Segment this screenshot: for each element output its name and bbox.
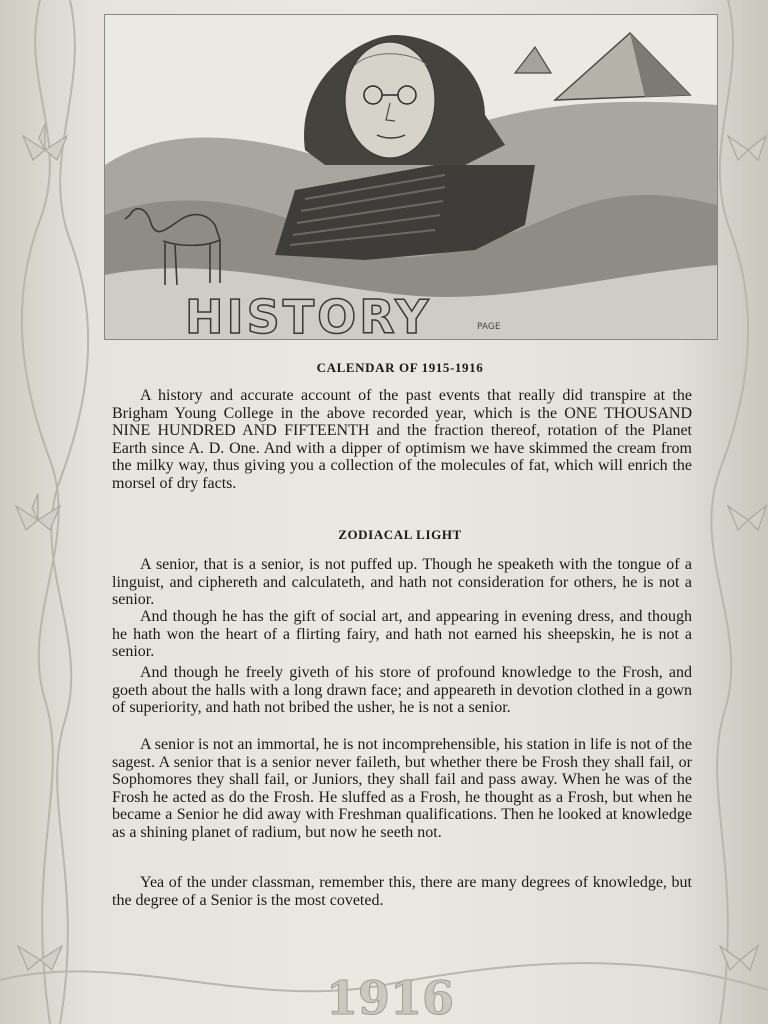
artist-signature: PAGE bbox=[477, 322, 501, 332]
zodiacal-heading: ZODIACAL LIGHT bbox=[338, 527, 462, 542]
history-illustration bbox=[104, 14, 718, 340]
portrait-face bbox=[345, 42, 435, 158]
zodiacal-paragraph: A senior is not an immortal, he is not incomprehensible, his station in life is not of the sagest. A senior that is a senior never faileth, but whether there be Frosh they shall fail, or Sophomores they shall fail, or Juniors, they shall fail and pass away. When he was of the Frosh he acted as do the Frosh. He sluffed as a Frosh, he thought as a Frosh, but when he became a Senior he did away with Freshman qualifications. Then he looked at knowledge as a shining planet of radium, but now he seeth not. bbox=[112, 736, 692, 841]
zodiacal-paragraph: A senior, that is a senior, is not puffed up. Though he speaketh with the tongue of a linguist, and ciphereth and calculateth, and hath not consideration for others, he is not a senior. bbox=[112, 556, 692, 608]
svg-text:1916: 1916 bbox=[325, 971, 455, 1022]
zodiacal-paragraph: Yea of the under classman, remember this, there are many degrees of knowledge, but the degree of a Senior is the most coveted. bbox=[112, 874, 692, 909]
zodiacal-paragraph: And though he has the gift of social art, and appearing in evening dress, and though he hath won the heart of a flirting fairy, and hath not earned his sheepskin, he is not a senior. bbox=[112, 608, 692, 660]
svg-text:HISTORY: HISTORY bbox=[185, 290, 432, 339]
calendar-heading: CALENDAR OF 1915-1916 bbox=[316, 360, 484, 375]
zodiacal-paragraph: And though he freely giveth of his store of profound knowledge to the Frosh, and goeth about the halls with a long drawn face; and appeareth in devotion clothed in a gown of superiority, and hath not bribed the usher, he is not a senior. bbox=[112, 664, 692, 716]
history-title-art bbox=[185, 290, 431, 339]
year-mark bbox=[290, 966, 490, 1022]
calendar-paragraph: A history and accurate account of the past events that really did transpire at the Brigham Young College in the above recorded year, which is the ONE THOUSAND NINE HUNDRED AND FIFTEENTH and the fraction thereof, rotation of the Planet Earth since A. D. One. And with a dipper of optimism we have skimmed the cream from the milky way, thus giving you a collection of the molecules of fat, which will enrich the morsel of dry facts. bbox=[112, 387, 692, 492]
